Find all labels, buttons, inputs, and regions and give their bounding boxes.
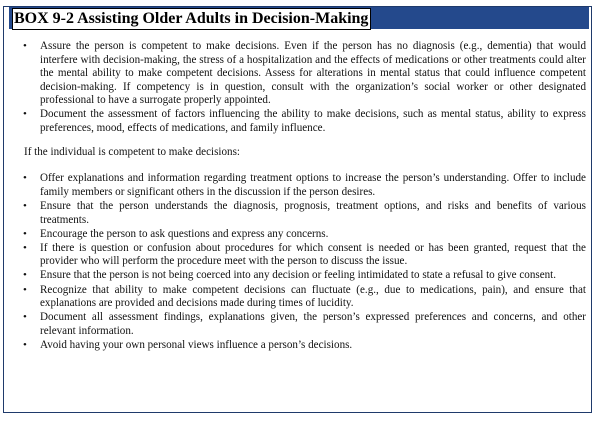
competent-intro: If the individual is competent to make decisions: (24, 145, 240, 158)
list-item-text: Encourage the person to ask questions and express any concerns. (40, 227, 329, 240)
list-item-text: Offer explanations and information regarding treatment options to increase the person’s understanding. Offer to include family members or significant others in the discussion if the person desires. (40, 172, 586, 198)
bullet-list-competent (12, 172, 586, 352)
bullet-list-assessment (12, 40, 586, 136)
list-item-text: Document the assessment of factors influencing the ability to make decisions, such as mental status, ability to express preferences, mood, effects of medications, and family influence. (40, 108, 586, 135)
bullet-icon: • (23, 338, 27, 351)
bullet-icon: • (23, 311, 27, 324)
bullet-icon: • (23, 227, 27, 240)
list-item (12, 242, 586, 269)
list-item-text: Recognize that ability to make competent decisions can fluctuate (e.g., due to medications, pain), and ensure that explanations are provided and decisions made during times of lucidity. (40, 283, 586, 310)
list-item (12, 228, 586, 242)
list-item (12, 172, 586, 199)
list-item-text: Ensure that the person understands the diagnosis, prognosis, treatment options, and risks and benefits of various treatments. (40, 199, 586, 226)
list-item (12, 284, 586, 311)
title-bar (9, 7, 589, 29)
box-title: BOX 9-2 Assisting Older Adults in Decision-Making (12, 8, 371, 30)
bullet-icon: • (23, 269, 27, 282)
box-content (12, 40, 586, 353)
info-box (3, 6, 592, 413)
bullet-icon: • (23, 241, 27, 254)
list-item (12, 339, 586, 353)
list-item (12, 269, 586, 283)
list-item (12, 311, 586, 338)
bullet-icon: • (23, 108, 27, 121)
list-item-text: Document all assessment findings, explanations given, the person’s expressed preferences and concerns, and other relevant information. (40, 311, 586, 337)
list-item-text: Ensure that the person is not being coerced into any decision or feeling intimidated to state a refusal to give consent. (40, 269, 557, 282)
bullet-icon: • (23, 172, 27, 185)
list-item (12, 200, 586, 227)
list-item (12, 40, 586, 108)
bullet-icon: • (23, 40, 27, 52)
list-item (12, 108, 586, 135)
list-item-text: Avoid having your own personal views influence a person’s decisions. (40, 338, 353, 351)
bullet-icon: • (23, 283, 27, 296)
list-item-text: If there is question or confusion about procedures for which consent is needed or has been granted, request that the provider who will perform the procedure meet with the person to discuss the issue. (40, 241, 586, 268)
list-item-text: Assure the person is competent to make decisions. Even if the person has no diagnosis (e.g., dementia) that would interfere with decision-making, the stress of a hospitalization and the effects of medications or other treatments could alter the mental ability to make competent decisions. Assess for alterations in mental status that could influence competent decision-making. If competency is in question, consult with the organization’s social worker or other designated professional to have a surrogate properly appointed. (40, 40, 586, 107)
bullet-icon: • (23, 199, 27, 212)
